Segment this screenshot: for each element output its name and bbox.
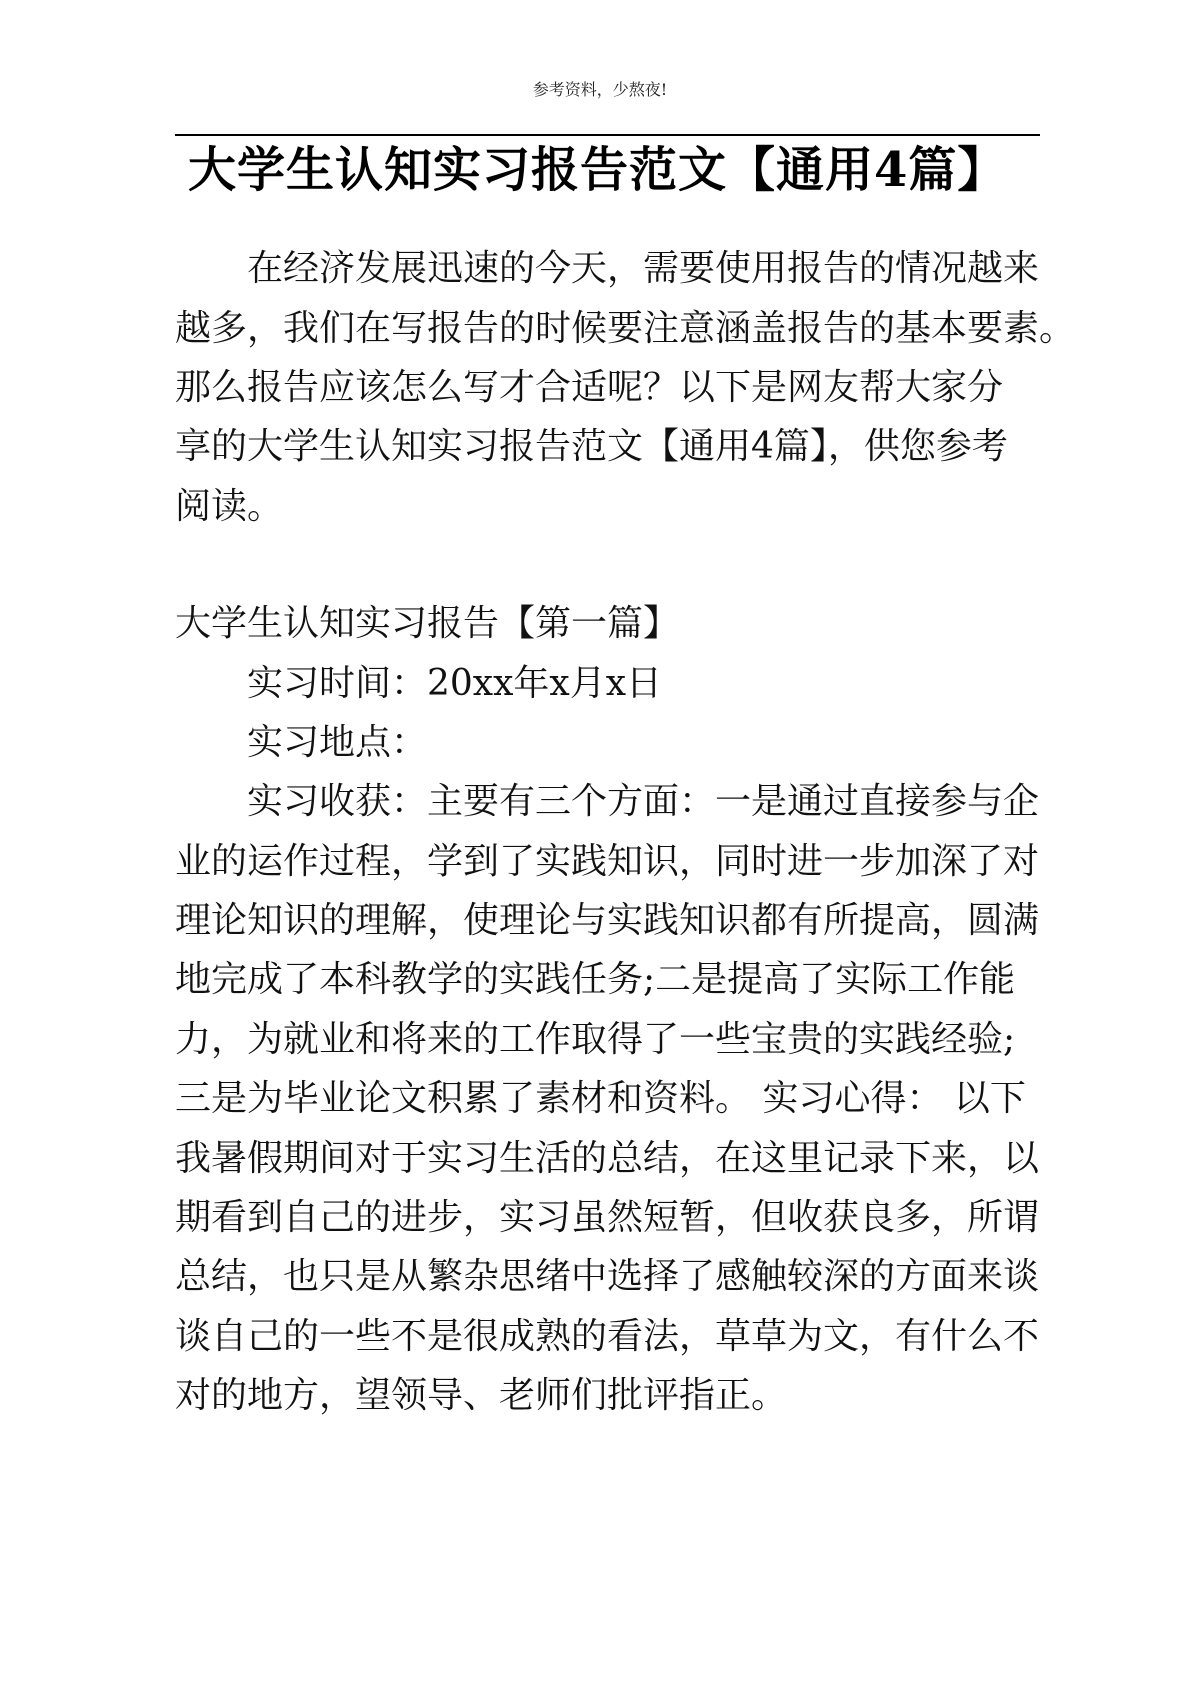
intro-line-1: 在经济发展迅速的今天，需要使用报告的情况越来 <box>247 248 1040 289</box>
body-line-3: 理论知识的理解，使理论与实践知识都有所提高，圆满 <box>175 900 1040 941</box>
body-line-7: 我暑假期间对于实习生活的总结，在这里记录下来，以 <box>175 1138 1040 1179</box>
body-line-10: 谈自己的一些不是很成熟的看法，草草为文，有什么不 <box>175 1316 1040 1357</box>
body-line-6: 三是为毕业论文积累了素材和资料。 实习心得： 以下 <box>175 1078 1026 1119</box>
body-line-4: 地完成了本科教学的实践任务;二是提高了实际工作能 <box>175 959 1016 1000</box>
intro-line-4: 享的大学生认知实习报告范文【通用4篇】，供您参考 <box>175 426 1008 467</box>
intro-line-2: 越多，我们在写报告的时候要注意涵盖报告的基本要素。 <box>175 308 1076 349</box>
body-line-2: 业的运作过程，学到了实践知识，同时进一步加深了对 <box>175 841 1040 882</box>
body-line-8: 期看到自己的进步，实习虽然短暂，但收获良多，所谓 <box>175 1197 1040 1238</box>
body-line-5: 力，为就业和将来的工作取得了一些宝贵的实践经验; <box>175 1019 1016 1060</box>
body-line-11: 对的地方，望领导、老师们批评指正。 <box>175 1375 788 1416</box>
page-header-note: 参考资料，少熬夜! <box>532 80 668 99</box>
header-divider <box>175 134 1040 136</box>
internship-place-line: 实习地点： <box>247 722 428 763</box>
intro-line-3: 那么报告应该怎么写才合适呢？以下是网友帮大家分 <box>175 367 1004 408</box>
document-title: 大学生认知实习报告范文【通用4篇】 <box>188 142 1007 198</box>
body-line-1: 实习收获：主要有三个方面：一是通过直接参与企 <box>247 781 1040 822</box>
section-heading: 大学生认知实习报告【第一篇】 <box>175 603 680 644</box>
internship-time-line: 实习时间：20xx年x月x日 <box>247 663 663 704</box>
intro-line-5: 阅读。 <box>175 486 284 527</box>
body-line-9: 总结，也只是从繁杂思绪中选择了感触较深的方面来谈 <box>175 1256 1040 1297</box>
